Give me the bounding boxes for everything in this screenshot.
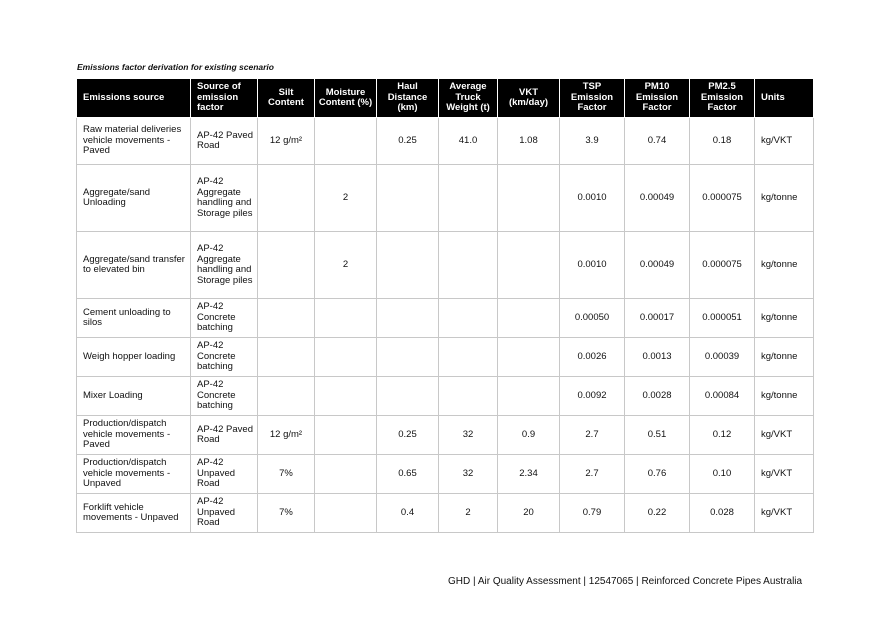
cell-emissions-source: Mixer Loading <box>77 377 191 416</box>
header-tsp-emission-factor: TSP Emission Factor <box>560 79 625 118</box>
cell-pm25-emission-factor: 0.18 <box>690 118 755 165</box>
cell-emissions-source: Aggregate/sand Unloading <box>77 165 191 232</box>
cell-emissions-source: Forklift vehicle movements - Unpaved <box>77 494 191 533</box>
cell-silt-content <box>258 377 315 416</box>
table-row <box>77 118 814 165</box>
cell-tsp-emission-factor: 0.00050 <box>560 299 625 338</box>
cell-emissions-source: Weigh hopper loading <box>77 338 191 377</box>
cell-pm25-emission-factor: 0.00084 <box>690 377 755 416</box>
cell-source-of-emission-factor: AP-42 Unpaved Road <box>191 494 258 533</box>
cell-tsp-emission-factor: 0.0026 <box>560 338 625 377</box>
cell-moisture-content <box>315 377 377 416</box>
header-vkt: VKT (km/day) <box>498 79 560 118</box>
cell-pm10-emission-factor: 0.00017 <box>625 299 690 338</box>
cell-source-of-emission-factor: AP-42 Aggregate handling and Storage piles <box>191 165 258 232</box>
cell-average-truck-weight <box>439 232 498 299</box>
cell-vkt: 2.34 <box>498 455 560 494</box>
cell-vkt: 20 <box>498 494 560 533</box>
cell-source-of-emission-factor: AP-42 Paved Road <box>191 416 258 455</box>
cell-units: kg/tonne <box>755 165 814 232</box>
cell-average-truck-weight: 41.0 <box>439 118 498 165</box>
cell-silt-content: 12 g/m² <box>258 118 315 165</box>
table-row <box>77 455 814 494</box>
cell-pm25-emission-factor: 0.10 <box>690 455 755 494</box>
cell-emissions-source: Production/dispatch vehicle movements - Unpaved <box>77 455 191 494</box>
cell-haul-distance <box>377 232 439 299</box>
header-source-of-emission-factor: Source of emission factor <box>191 79 258 118</box>
cell-average-truck-weight: 32 <box>439 455 498 494</box>
header-moisture-content: Moisture Content (%) <box>315 79 377 118</box>
header-silt-content: Silt Content <box>258 79 315 118</box>
cell-pm10-emission-factor: 0.51 <box>625 416 690 455</box>
cell-pm25-emission-factor: 0.000075 <box>690 165 755 232</box>
cell-pm10-emission-factor: 0.22 <box>625 494 690 533</box>
cell-units: kg/VKT <box>755 118 814 165</box>
table-row <box>77 416 814 455</box>
cell-source-of-emission-factor: AP-42 Paved Road <box>191 118 258 165</box>
cell-tsp-emission-factor: 0.0010 <box>560 232 625 299</box>
cell-average-truck-weight <box>439 377 498 416</box>
cell-source-of-emission-factor: AP-42 Unpaved Road <box>191 455 258 494</box>
cell-haul-distance <box>377 165 439 232</box>
cell-haul-distance: 0.25 <box>377 416 439 455</box>
header-units: Units <box>755 79 814 118</box>
cell-silt-content <box>258 338 315 377</box>
cell-average-truck-weight: 32 <box>439 416 498 455</box>
cell-units: kg/tonne <box>755 377 814 416</box>
cell-pm10-emission-factor: 0.76 <box>625 455 690 494</box>
cell-vkt: 1.08 <box>498 118 560 165</box>
cell-emissions-source: Aggregate/sand transfer to elevated bin <box>77 232 191 299</box>
table-caption: Emissions factor derivation for existing scenario <box>77 62 274 72</box>
cell-emissions-source: Production/dispatch vehicle movements - Paved <box>77 416 191 455</box>
cell-pm25-emission-factor: 0.00039 <box>690 338 755 377</box>
cell-tsp-emission-factor: 0.79 <box>560 494 625 533</box>
cell-tsp-emission-factor: 3.9 <box>560 118 625 165</box>
cell-tsp-emission-factor: 2.7 <box>560 455 625 494</box>
cell-pm10-emission-factor: 0.00049 <box>625 165 690 232</box>
cell-moisture-content: 2 <box>315 165 377 232</box>
header-haul-distance: Haul Distance (km) <box>377 79 439 118</box>
cell-moisture-content <box>315 416 377 455</box>
cell-vkt: 0.9 <box>498 416 560 455</box>
cell-silt-content: 7% <box>258 494 315 533</box>
header-emissions-source: Emissions source <box>77 79 191 118</box>
cell-silt-content <box>258 165 315 232</box>
cell-moisture-content <box>315 118 377 165</box>
cell-silt-content <box>258 232 315 299</box>
cell-silt-content: 12 g/m² <box>258 416 315 455</box>
page-footer: GHD | Air Quality Assessment | 12547065 | Reinforced Concrete Pipes Australia <box>448 576 803 587</box>
cell-units: kg/VKT <box>755 494 814 533</box>
cell-pm10-emission-factor: 0.0013 <box>625 338 690 377</box>
table-header-row <box>77 79 814 118</box>
cell-vkt <box>498 299 560 338</box>
table-row <box>77 494 814 533</box>
cell-units: kg/VKT <box>755 416 814 455</box>
cell-moisture-content <box>315 338 377 377</box>
cell-moisture-content <box>315 455 377 494</box>
table-body <box>77 118 814 533</box>
cell-moisture-content <box>315 494 377 533</box>
header-pm10-emission-factor: PM10 Emission Factor <box>625 79 690 118</box>
table-row <box>77 165 814 232</box>
cell-vkt <box>498 232 560 299</box>
cell-pm25-emission-factor: 0.000051 <box>690 299 755 338</box>
cell-haul-distance: 0.4 <box>377 494 439 533</box>
cell-silt-content: 7% <box>258 455 315 494</box>
cell-units: kg/tonne <box>755 338 814 377</box>
cell-units: kg/tonne <box>755 299 814 338</box>
cell-pm10-emission-factor: 0.00049 <box>625 232 690 299</box>
cell-source-of-emission-factor: AP-42 Concrete batching <box>191 299 258 338</box>
cell-moisture-content <box>315 299 377 338</box>
table-row <box>77 377 814 416</box>
cell-average-truck-weight: 2 <box>439 494 498 533</box>
cell-haul-distance <box>377 338 439 377</box>
table-row <box>77 232 814 299</box>
cell-emissions-source: Raw material deliveries vehicle movements - Paved <box>77 118 191 165</box>
table-row <box>77 338 814 377</box>
header-pm25-emission-factor: PM2.5 Emission Factor <box>690 79 755 118</box>
cell-pm10-emission-factor: 0.74 <box>625 118 690 165</box>
cell-source-of-emission-factor: AP-42 Concrete batching <box>191 338 258 377</box>
cell-pm25-emission-factor: 0.12 <box>690 416 755 455</box>
cell-tsp-emission-factor: 2.7 <box>560 416 625 455</box>
cell-moisture-content: 2 <box>315 232 377 299</box>
cell-emissions-source: Cement unloading to silos <box>77 299 191 338</box>
cell-tsp-emission-factor: 0.0010 <box>560 165 625 232</box>
cell-average-truck-weight <box>439 299 498 338</box>
cell-pm10-emission-factor: 0.0028 <box>625 377 690 416</box>
cell-pm25-emission-factor: 0.028 <box>690 494 755 533</box>
emissions-factor-table <box>76 78 814 533</box>
cell-source-of-emission-factor: AP-42 Concrete batching <box>191 377 258 416</box>
cell-average-truck-weight <box>439 165 498 232</box>
cell-tsp-emission-factor: 0.0092 <box>560 377 625 416</box>
cell-vkt <box>498 338 560 377</box>
cell-haul-distance: 0.65 <box>377 455 439 494</box>
cell-haul-distance <box>377 377 439 416</box>
cell-average-truck-weight <box>439 338 498 377</box>
cell-units: kg/VKT <box>755 455 814 494</box>
cell-vkt <box>498 165 560 232</box>
cell-source-of-emission-factor: AP-42 Aggregate handling and Storage piles <box>191 232 258 299</box>
header-average-truck-weight: Average Truck Weight (t) <box>439 79 498 118</box>
cell-units: kg/tonne <box>755 232 814 299</box>
cell-haul-distance: 0.25 <box>377 118 439 165</box>
cell-silt-content <box>258 299 315 338</box>
cell-pm25-emission-factor: 0.000075 <box>690 232 755 299</box>
cell-haul-distance <box>377 299 439 338</box>
cell-vkt <box>498 377 560 416</box>
table-row <box>77 299 814 338</box>
